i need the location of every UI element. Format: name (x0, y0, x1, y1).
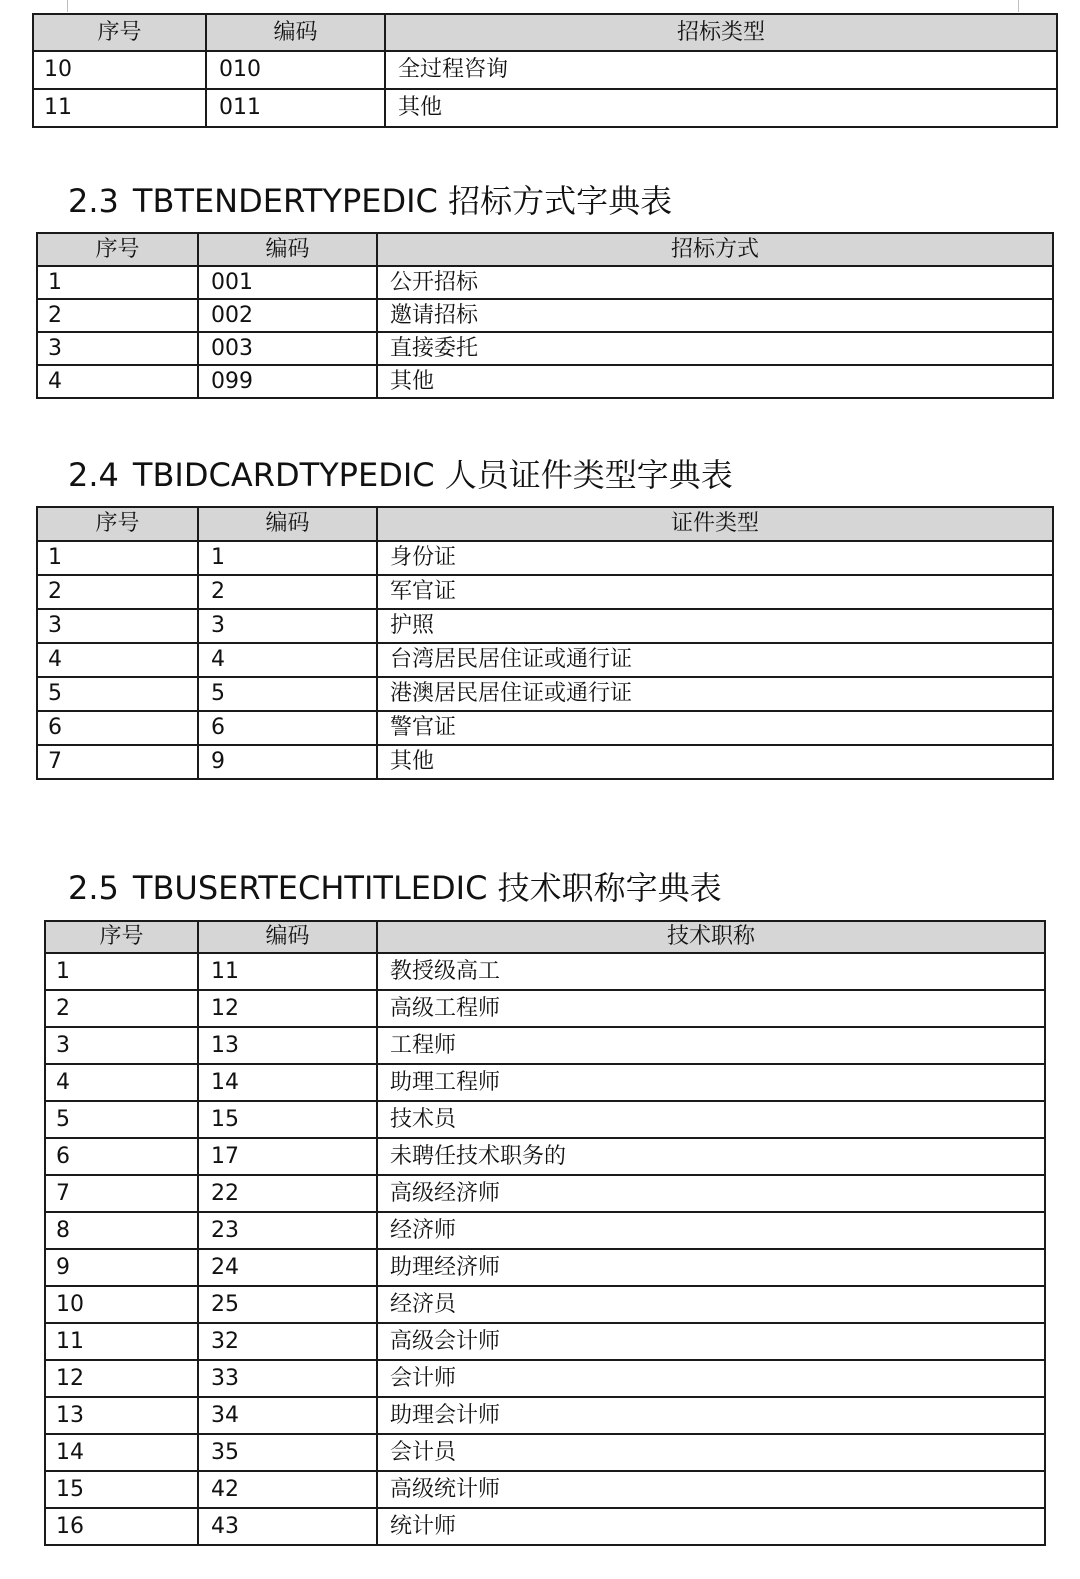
cell-code: 24 (198, 1249, 377, 1286)
cell-seq: 3 (45, 1027, 198, 1064)
column-header-code: 编码 (198, 921, 377, 953)
cell-seq: 2 (37, 575, 198, 609)
cell-name: 会计师 (377, 1360, 1045, 1397)
cell-seq: 7 (45, 1175, 198, 1212)
column-header-id-type: 证件类型 (377, 507, 1053, 541)
cell-name: 助理工程师 (377, 1064, 1045, 1101)
cell-seq: 2 (45, 990, 198, 1027)
cell-name: 公开招标 (377, 266, 1053, 299)
cell-seq: 8 (45, 1212, 198, 1249)
cell-seq: 3 (37, 332, 198, 365)
cell-name: 统计师 (377, 1508, 1045, 1545)
cell-code: 23 (198, 1212, 377, 1249)
tech-title-table (44, 920, 1046, 1546)
cell-code: 6 (198, 711, 377, 745)
cell-code: 010 (206, 51, 385, 89)
table-row (45, 1508, 1045, 1545)
cell-name: 身份证 (377, 541, 1053, 575)
cell-code: 4 (198, 643, 377, 677)
cell-seq: 9 (45, 1249, 198, 1286)
table-row (45, 953, 1045, 990)
cell-seq: 1 (45, 953, 198, 990)
table-header-row (37, 233, 1053, 266)
section-number: 2.3 (68, 182, 119, 220)
table-row (37, 266, 1053, 299)
section-number: 2.5 (68, 869, 119, 907)
table-row (45, 990, 1045, 1027)
cell-name: 港澳居民居住证或通行证 (377, 677, 1053, 711)
cell-name: 护照 (377, 609, 1053, 643)
column-header-code: 编码 (198, 233, 377, 266)
table-row (37, 609, 1053, 643)
cell-seq: 1 (37, 266, 198, 299)
table-row (33, 89, 1057, 127)
column-header-seq: 序号 (37, 507, 198, 541)
table-row (33, 51, 1057, 89)
cell-code: 34 (198, 1397, 377, 1434)
cell-seq: 5 (45, 1101, 198, 1138)
tender-method-table (36, 232, 1054, 399)
column-header-type: 招标类型 (385, 14, 1057, 51)
cell-name: 助理会计师 (377, 1397, 1045, 1434)
cell-name: 警官证 (377, 711, 1053, 745)
cell-code: 001 (198, 266, 377, 299)
cell-name: 高级经济师 (377, 1175, 1045, 1212)
column-header-seq: 序号 (33, 14, 206, 51)
cell-name: 技术员 (377, 1101, 1045, 1138)
table-header-row (33, 14, 1057, 51)
cell-seq: 11 (33, 89, 206, 127)
cell-code: 33 (198, 1360, 377, 1397)
cell-name: 高级工程师 (377, 990, 1045, 1027)
cell-code: 15 (198, 1101, 377, 1138)
cell-seq: 14 (45, 1434, 198, 1471)
cell-seq: 5 (37, 677, 198, 711)
cell-code: 5 (198, 677, 377, 711)
column-header-seq: 序号 (37, 233, 198, 266)
cell-code: 43 (198, 1508, 377, 1545)
cell-name: 工程师 (377, 1027, 1045, 1064)
cell-name: 军官证 (377, 575, 1053, 609)
id-card-type-table (36, 506, 1054, 780)
cell-code: 002 (198, 299, 377, 332)
cell-seq: 3 (37, 609, 198, 643)
section-title: TBTENDERTYPEDIC 招标方式字典表 (132, 182, 673, 220)
cell-seq: 16 (45, 1508, 198, 1545)
page-edge-right (1018, 0, 1019, 12)
section-title: TBIDCARDTYPEDIC 人员证件类型字典表 (132, 456, 733, 494)
cell-name: 会计员 (377, 1434, 1045, 1471)
cell-seq: 6 (45, 1138, 198, 1175)
cell-code: 13 (198, 1027, 377, 1064)
cell-code: 35 (198, 1434, 377, 1471)
cell-seq: 13 (45, 1397, 198, 1434)
cell-code: 2 (198, 575, 377, 609)
cell-code: 17 (198, 1138, 377, 1175)
cell-name: 全过程咨询 (385, 51, 1057, 89)
table-row (45, 1212, 1045, 1249)
section-heading-2-5 (68, 863, 722, 909)
table-row (37, 575, 1053, 609)
cell-seq: 10 (33, 51, 206, 89)
table-row (45, 1101, 1045, 1138)
cell-name: 其他 (377, 365, 1053, 398)
table-row (45, 1027, 1045, 1064)
table-row (37, 332, 1053, 365)
cell-code: 42 (198, 1471, 377, 1508)
table-row (45, 1175, 1045, 1212)
cell-code: 12 (198, 990, 377, 1027)
cell-code: 099 (198, 365, 377, 398)
cell-name: 高级统计师 (377, 1471, 1045, 1508)
column-header-code: 编码 (198, 507, 377, 541)
table-row (37, 745, 1053, 779)
cell-name: 其他 (377, 745, 1053, 779)
cell-name: 邀请招标 (377, 299, 1053, 332)
cell-code: 3 (198, 609, 377, 643)
section-title: TBUSERTECHTITLEDIC 技术职称字典表 (132, 869, 722, 907)
cell-code: 011 (206, 89, 385, 127)
cell-seq: 7 (37, 745, 198, 779)
cell-seq: 12 (45, 1360, 198, 1397)
table-row (45, 1323, 1045, 1360)
cell-seq: 15 (45, 1471, 198, 1508)
column-header-tech-title: 技术职称 (377, 921, 1045, 953)
table-row (45, 1360, 1045, 1397)
column-header-code: 编码 (206, 14, 385, 51)
cell-code: 22 (198, 1175, 377, 1212)
cell-code: 11 (198, 953, 377, 990)
column-header-method: 招标方式 (377, 233, 1053, 266)
cell-name: 未聘任技术职务的 (377, 1138, 1045, 1175)
page-edge-left (67, 0, 68, 12)
cell-code: 003 (198, 332, 377, 365)
cell-code: 14 (198, 1064, 377, 1101)
table-row (45, 1286, 1045, 1323)
cell-name: 台湾居民居住证或通行证 (377, 643, 1053, 677)
cell-name: 其他 (385, 89, 1057, 127)
cell-seq: 6 (37, 711, 198, 745)
cell-name: 助理经济师 (377, 1249, 1045, 1286)
cell-seq: 10 (45, 1286, 198, 1323)
cell-code: 32 (198, 1323, 377, 1360)
cell-code: 25 (198, 1286, 377, 1323)
table-row (37, 365, 1053, 398)
cell-name: 经济员 (377, 1286, 1045, 1323)
table-row (45, 1471, 1045, 1508)
table-row (37, 541, 1053, 575)
cell-code: 9 (198, 745, 377, 779)
cell-seq: 11 (45, 1323, 198, 1360)
cell-seq: 4 (45, 1064, 198, 1101)
cell-name: 教授级高工 (377, 953, 1045, 990)
section-heading-2-3 (68, 176, 672, 222)
table-header-row (37, 507, 1053, 541)
cell-name: 直接委托 (377, 332, 1053, 365)
table-row (37, 643, 1053, 677)
cell-code: 1 (198, 541, 377, 575)
table-row (45, 1064, 1045, 1101)
table-row (45, 1397, 1045, 1434)
cell-seq: 1 (37, 541, 198, 575)
cell-seq: 4 (37, 643, 198, 677)
cell-seq: 4 (37, 365, 198, 398)
cell-seq: 2 (37, 299, 198, 332)
table-row (37, 299, 1053, 332)
cell-name: 高级会计师 (377, 1323, 1045, 1360)
section-number: 2.4 (68, 456, 119, 494)
table-row (45, 1434, 1045, 1471)
table-row (45, 1249, 1045, 1286)
tender-category-table (32, 13, 1058, 128)
table-row (45, 1138, 1045, 1175)
table-row (37, 677, 1053, 711)
table-row (37, 711, 1053, 745)
section-heading-2-4 (68, 450, 733, 496)
column-header-seq: 序号 (45, 921, 198, 953)
table-header-row (45, 921, 1045, 953)
cell-name: 经济师 (377, 1212, 1045, 1249)
